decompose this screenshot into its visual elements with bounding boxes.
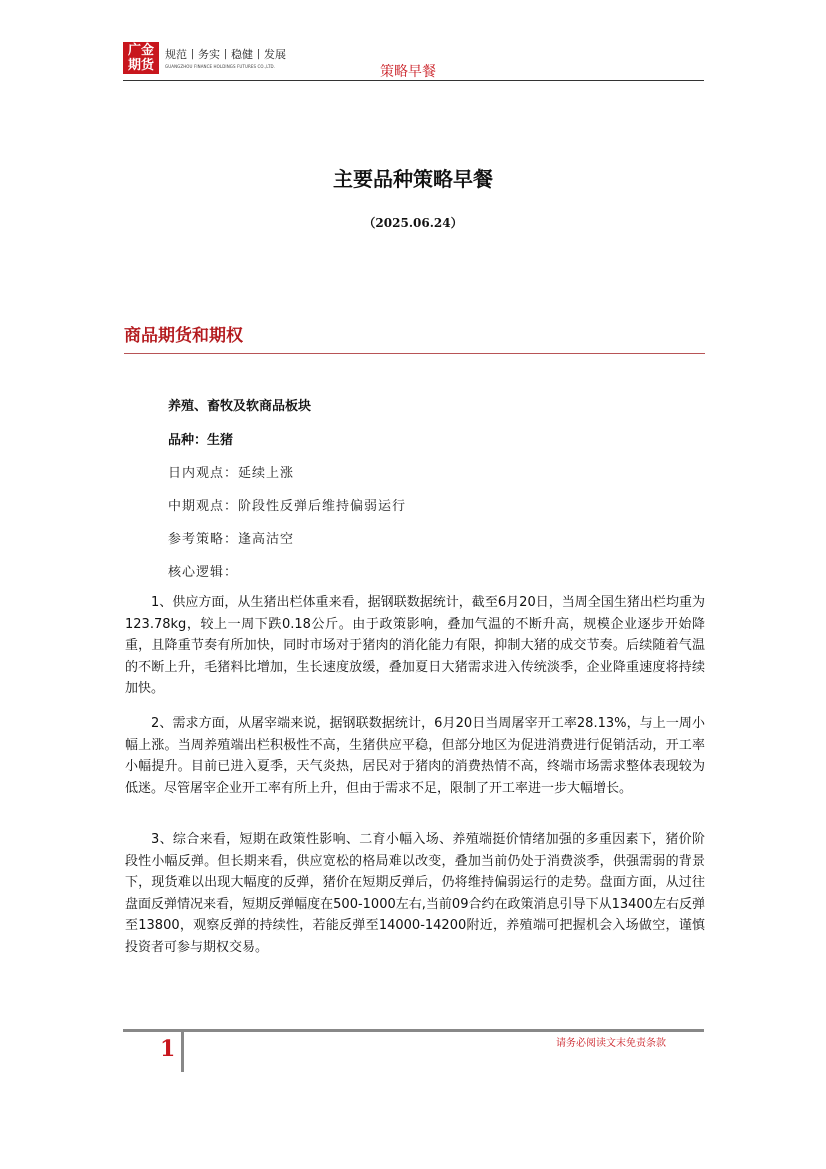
page-number: 1 (160, 1036, 176, 1062)
reference-strategy: 参考策略：逢高沽空 (168, 532, 295, 547)
core-logic-label: 核心逻辑： (168, 565, 239, 580)
disclaimer-note: 请务必阅读文末免责条款 (556, 1038, 666, 1049)
footer-divider (123, 1029, 704, 1032)
paragraph-supply: 1、供应方面，从生猪出栏体重来看，据钢联数据统计，截至6月20日，当周全国生猪出栏均重为123.78kg，较上一周下跌0.18公斤。由于政策影响，叠加气温的不断升高，规模企业逐步开始降重，且降重节奏有所加快，同时市场对于猪肉的消化能力有限，抑制大猪的成交节奏。后续随着气温的不断上升，毛猪料比增加，生长速度放缓，叠加夏日大猪需求进入传统淡季，企业降重速度将持续加快。 (125, 595, 705, 696)
midterm-view: 中期观点：阶段性反弹后维持偏弱运行 (168, 499, 407, 514)
section-title: 商品期货和期权 (124, 326, 243, 346)
paragraph-summary: 3、综合来看，短期在政策性影响、二育小幅入场、养殖端挺价情绪加强的多重因素下，猪价阶段性小幅反弹。但长期来看，供应宽松的格局难以改变，叠加当前仍处于消费淡季，供强需弱的背景下，现货难以出现大幅度的反弹，猪价在短期反弹后，仍将维持偏弱运行的走势。盘面方面，从过往盘面反弹情况来看，短期反弹幅度在500-1000左右,当前09合约在政策消息引导下从13400左右反弹至13800，观察反弹的持续性，若能反弹至14000-14200附近，养殖端可把握机会入场做空，谨慎投资者可参与期权交易。 (125, 832, 705, 955)
company-slogan: 规范丨务实丨稳健丨发展 (165, 48, 286, 61)
section-divider (124, 353, 705, 354)
variety-heading: 品种：生猪 (168, 433, 234, 448)
company-logo (123, 42, 159, 74)
logo-text-line1: 广金 (127, 43, 154, 58)
logo-text-line2: 期货 (127, 58, 154, 73)
intraday-view: 日内观点：延续上涨 (168, 466, 295, 481)
document-date: （2025.06.24） (363, 216, 463, 230)
sector-heading: 养殖、畜牧及软商品板块 (168, 399, 312, 414)
paragraph-demand: 2、需求方面，从屠宰端来说，据钢联数据统计，6月20日当周屠宰开工率28.13%，与上一周小幅上涨。当周养殖端出栏积极性不高，生猪供应平稳，但部分地区为促进消费进行促销活动，开工率小幅提升。目前已进入夏季，天气炎热，居民对于猪肉的消费热情不高，终端市场需求整体表现较为低迷。尽管屠宰企业开工率有所上升，但由于需求不足，限制了开工率进一步大幅增长。 (125, 716, 705, 796)
company-english-name: GUANGZHOU FINANCE HOLDINGS FUTURES CO.,LTD. (165, 64, 276, 69)
header-tag: 策略早餐 (380, 64, 436, 80)
footer-vertical-bar (181, 1029, 184, 1072)
header-divider (123, 80, 704, 81)
document-title: 主要品种策略早餐 (333, 167, 493, 191)
